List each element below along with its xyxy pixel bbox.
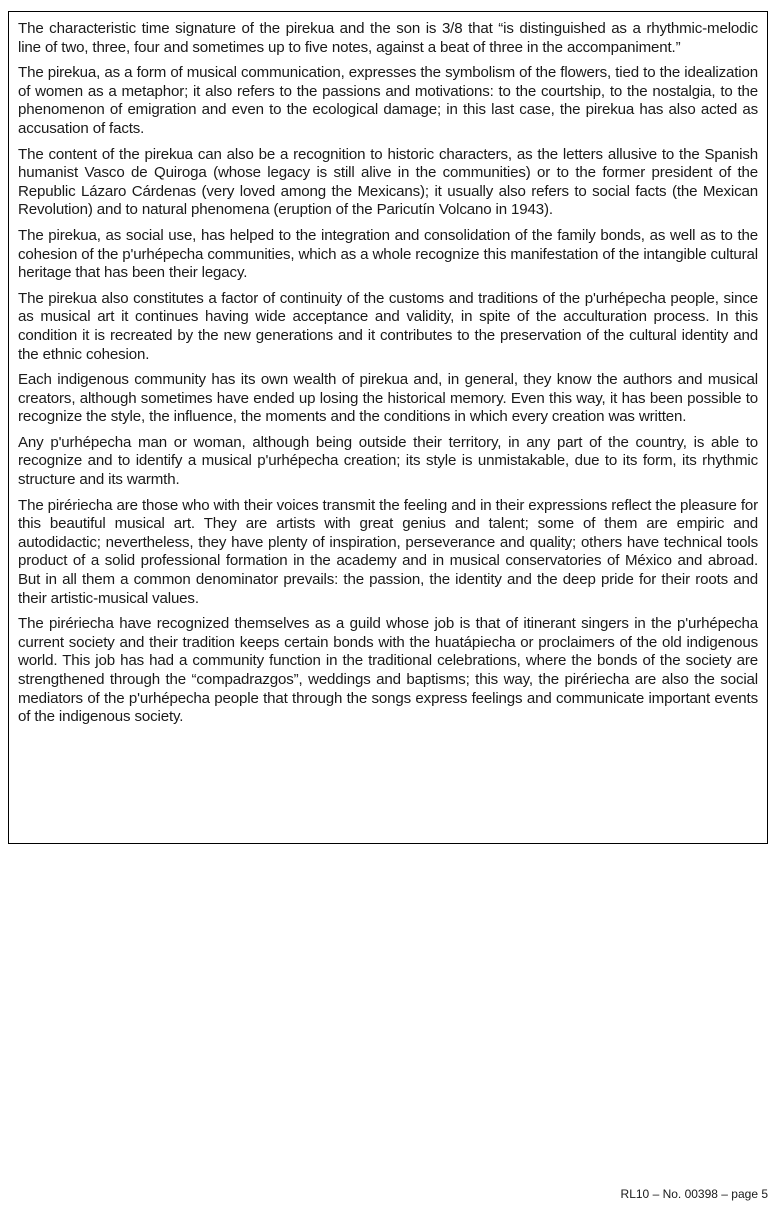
paragraph-recognition: Any p'urhépecha man or woman, although being outside their territory, in any part of the country, is able to recognize and to identify a musical p'urhépecha creation; its style is unmistakable, due to its form, its rhythmic structure and its warmth. — [18, 433, 758, 489]
paragraph-continuity: The pirekua also constitutes a factor of continuity of the customs and traditions of the p'urhépecha people, since as musical art it continues having wide acceptance and validity, in spite of the acculturation process. In this condition it is recreated by the new generations and it contributes to the preservation of the cultural identity and the ethnic cohesion. — [18, 289, 758, 363]
paragraph-social-use: The pirekua, as social use, has helped to the integration and consolidation of the family bonds, as well as to the cohesion of the p'urhépecha communities, which as a whole recognize this manifestation of the intangible cultural heritage that has been their legacy. — [18, 226, 758, 282]
paragraph-historic-characters: The content of the pirekua can also be a recognition to historic characters, as the letters allusive to the Spanish humanist Vasco de Quiroga (whose legacy is still alive in the communities) or to the former president of the Republic Lázaro Cárdenas (very loved among the Mexicans); it usually also refers to social facts (the Mexican Revolution) and to natural phenomena (eruption of the Paricutín Volcano in 1943). — [18, 145, 758, 219]
paragraph-community-wealth: Each indigenous community has its own wealth of pirekua and, in general, they know the authors and musical creators, although sometimes have ended up losing the historical memory. Even this way, it has been possible to recognize the style, the influence, the moments and the conditions in which every creation was written. — [18, 371, 758, 426]
paragraph-time-signature: The characteristic time signature of the pirekua and the son is 3/8 that “is distinguished as a rhythmic-melodic line of two, three, four and sometimes up to five notes, against a beat of three in the accompaniment.” — [18, 20, 758, 56]
paragraph-pireriecha-artists: The pirériecha are those who with their voices transmit the feeling and in their expressions reflect the pleasure for this beautiful musical art. They are artists with great genius and talent; some of them are empiric and autodidactic; nevertheless, they have plenty of inspiration, perseverance and quality; others have technical tools product of a solid professional formation in the academy and in musical conservatories of México and abroad. But in all them a common denominator prevails: the passion, the identity and the deep pride for their roots and their artistic-musical values. — [18, 496, 758, 607]
page-footer: RL10 – No. 00398 – page 5 — [620, 1187, 768, 1201]
paragraph-musical-communication: The pirekua, as a form of musical communication, expresses the symbolism of the flowers, tied to the idealization of women as a metaphor; it also refers to the passions and motivations: to the courtship, to the nostalgia, to the phenomenon of emigration and even to the ecological damage; in this last case, the pirekua has also acted as accusation of facts. — [18, 64, 758, 137]
bordered-text-box — [8, 11, 768, 844]
paragraph-pireriecha-guild: The pirériecha have recognized themselves as a guild whose job is that of itinerant singers in the p'urhépecha current society and their tradition keeps certain bonds with the huatápiecha or proclaimers of the old indigenous world. This job has had a community function in the traditional celebrations, where the bonds of the society are strengthened through the “compadrazgos”, weddings and baptisms; this way, the pirériecha are also the social mediators of the p'urhépecha people that through the songs express feelings and communicate important events of the indigenous society. — [18, 615, 758, 726]
